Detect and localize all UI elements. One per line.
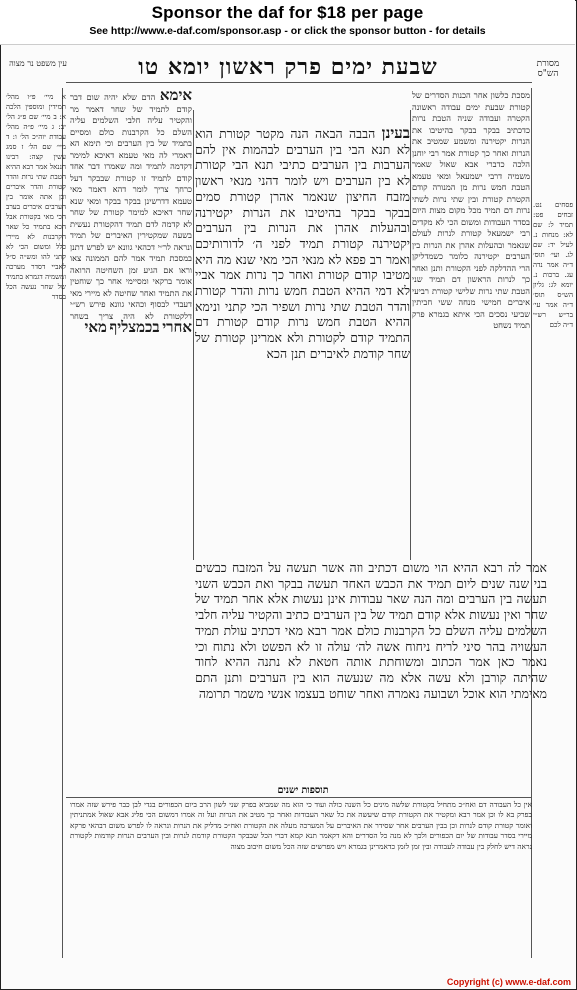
sponsor-banner[interactable] <box>0 0 575 45</box>
masoret-column <box>533 200 573 820</box>
gemara-column <box>195 126 410 566</box>
gemara-wide-text: אמר לה רבא ההיא הוי משום דכתיב וזה אשר תעשה על המזבח כבשים בני שנה שנים ליום תמיד את הכבש האחד תעשה בבקר ואת הכבש השני תעשה בין הערבים ומה הנה שאר עבודות אינן נעשות אלא אחר תמיד של שחר ואין נעשות אלא קודם תמיד של בין הערבים כתיב והקטיר עליה חלבי השלמים עליה השלם כל הקרבנות כולם אמר רבא מאי דכתיב עולת תמיד העשויה בהר סיני לריח ניחוח אשה לה׳ עולה זו לא הפשט ולא נתוח וכי נאמר כאן אמר הכתוב ומשוחתת אותה חטאת לא נתנה ההיא לחוד שהיתה קורבן ולא עשה אלא מה שנעשה הוא בין הערבים ותנן התם מאימתי הוא אוכל ושבועה נאמרה ואחר שוחט בעצמו אנשי משמר תרומה <box>195 560 547 701</box>
ein-mishpat-text: א מיי׳ פ״ו מהל׳ תמידין ומוספין הלכה א: ב מיי׳ שם פ״ג הל׳ יב: ג מיי׳ פ״ה מהל׳ עבודת יוה״כ הל׳ ו: ד מיי׳ שם הל׳ ז סמג עשין קצה: רבינו חננאל אמר רבא ההיא הטבת שתי נרות והדר קטורת והדר איברים וכן אתה אומר בין הערבים איברים בערב הכי מאי בקטורת אבל הכא בתמיד כל שאר הקרבנות לא מיירי כלל ומשום הכי לא קתני להו ומש״ה ס״ל לאביי דסדר מערכה ומשמיה דגמרא בתמיד של שחר נעשה הכל בסדר <box>6 93 66 301</box>
ein-mishpat-label: עין משפט נר מצוה <box>9 59 67 68</box>
masoret-hashas-label: מסורת הש"ס <box>536 59 560 79</box>
masoret-text: פסחים נט. זבחים פט: תמיד ל: שם לא: מנחות נ. לעיל יד: שם לג. ועי׳ תוס׳ ד״ה אמר נדה עג. ברכות נ. יומא לג: גליון הש״ס תוס׳ ד״ה אמר עי׳ בר״ש רש״י ד״ה לכם <box>533 201 573 329</box>
tosafot-text: הדם שלא יהיה שום דבר קודם לתמיד של שחר דאמר מר והקטיר עליה חלבי השלמים עליה השלם כל הקרבנות כולם ומסיים בתמיד של בין הערבים וכי תימא הא דאמרי לה מאי טעמא דאיכא למימר דקדמה לתמיד ומה שאמרו דבר אחד קודם לתמיד זו קטורת שבבקר דעל כרחך צריך לומר דהא דאמר מאי טעמא דדרשינן בבקר בבקר ומאי שנא שחר דאיכא למימר קטורת של שחר לא קדמה לדם תמיד דהקטורת נעשית בשעה שמקטירין האיברים של תמיד ונראה לר״י דכהאי גוונא יש לפרש דתנן במסכת תמיד אמר להם הממונה צאו וראו אם הגיע זמן השחיטה הרואה אומר ברקאי ומסיימי אחר כך שוחטין את התמיד ואחר שחיטה לא מיירי מאי דעבדי לבסוף וכהאי גוונא פירש רש״י דלקטורת לא היה צריך בשחר <box>70 92 192 321</box>
tosafot-fourth-word: מאי <box>84 318 107 336</box>
tosafot-yeshanim-column <box>70 800 532 960</box>
tosafot-third-word: בכמצליף <box>109 318 160 336</box>
tosafot-second-word: אחרי <box>162 318 192 336</box>
tosafot-column <box>70 90 192 560</box>
rashi-column <box>412 90 530 610</box>
page-title: שבעת ימים פרק ראשון יומא טו <box>138 54 438 80</box>
sponsor-title[interactable]: Sponsor the daf for $18 per page <box>151 3 424 22</box>
tosafot-yeshanim-text: אין כל העבודה דם ואח״כ מתחיל בקטורת שלשה מינים כל השנה כולה ועוד כי הוא מה שמביא בפרק שני לשון הרב ביום הכפורים בגדי לבן כבר פירש שזה אמרו בפרק בא לו וכן אמר רבא ומקטיר את הקטורת קודם שיעשה את כל שאר העבודות ואחר כך מטיב את הנרות ועל זה אמרו דמשום הכי פליג אבא שאול אמתניתין ואומר קטורת קודם לנרות וכן בבין הערבים אחר שסידר את האיברים על המערכה מעלה את הקטורת ואח״כ מדליק את הנרות ונראה לו לפרש משום דבהאי פרקא מיירי בסדר עבודות של יום הכפורים ולכך לא מנה כל הסדרים והא דקאמר תנא קמא דברי הכל שבבקר הקטורת קודמת לנרות ובין הערבים הנרות קודמות לקטורת נראה דיש לחלק בין עבודה לעבודה ובין זמן לזמן כדאמרינן בגמרא ויש מפרשים שזה הכל משום חיבוב מצוה <box>70 800 532 851</box>
divider-tosafot <box>193 110 194 560</box>
divider-rashi <box>410 110 411 560</box>
sponsor-subtitle[interactable]: See http://www.e-daf.com/sponsor.asp - or click the sponsor button - for details <box>89 25 486 37</box>
tosafot-yeshanim-heading: תוספות ישנים <box>277 785 329 796</box>
tosafot-opening-word: אימא <box>159 90 192 104</box>
rashi-text: מסכת כלשון אחר הכנות הסדרים של קטורת שבעת ימים עבודה ראשונה הקטרה ועבודה שניה הטבת נרות כדכתיב בבקר בבקר בהיטיבו את הנרות יקטירנה ומשמע שמטיב את הנרות ואחר כך קטורת אמר רבי יוחנן הלכה כדברי אבא שאול שאמר משמיה דרבי ישמעאל ומאי טעמא הטבת חמש נרות מן המנורה קודם הקטרת קטורת ובין שתי נרות לשתי נרות דם תמיד מכל מקום מצות היום בסדר העבודות ומשום הכי לא מקדים רבי ישמעאל קטורת לנרות לעולם שנאמר ובהעלות אהרן את הנרות בין הערבים יקטירנה כלומר כשמדליקן הרי ההדלקה לפני הקטורת ותנן ואחר כך לנרות הראשון דם תמיד שני הטבת שתי נרות שלישי קטורת רביעי איברים חמישי מנחה ששי חביתין שביעי נסכים הכי איתא בגמרא פרק תמיד נשחט <box>412 90 530 330</box>
bottom-rule <box>66 797 532 798</box>
copyright-link[interactable]: Copyright (c) www.e-daf.com <box>446 977 571 987</box>
gemara-text: הבבה הבאה הנה מקטר קטורת הוא לא תנא הבי בין הערבים לבהמות אין להם הערבות בין הערבים כתיבי תנא הבי קטורת לא בין הערבים ויש לומר דהני מנאי ראשון מזבח החיצון שנאמר אהרן קטורת סמים בבקר בבקר בהיטיבו את הנרות יקטירנה ובהעלות אהרן את הנרות בין הערבים יקטירנה קטורת תמיד לפני ה׳ לדורותיכם ואמר רב פפא לא מנאי הכי מאי שנא מה היא מטיבו קודם קטורת ואחר כך נרות אמר אביי לא דמי ההיא הטבת חמש נרות והדר קטורת והדר הטבת שתי נרות ושפיר הכי קתני ונימא ההיא הטבת חמש נרות קודם קטורת דם התמיד קודם לקטורת ולא אמרינן קטורת של שחר קודמת לאיברים תנן הכא <box>195 126 410 361</box>
gemara-opening-word: בעינן <box>381 126 410 142</box>
ein-mishpat-column <box>6 92 66 952</box>
header-rule <box>66 82 532 83</box>
